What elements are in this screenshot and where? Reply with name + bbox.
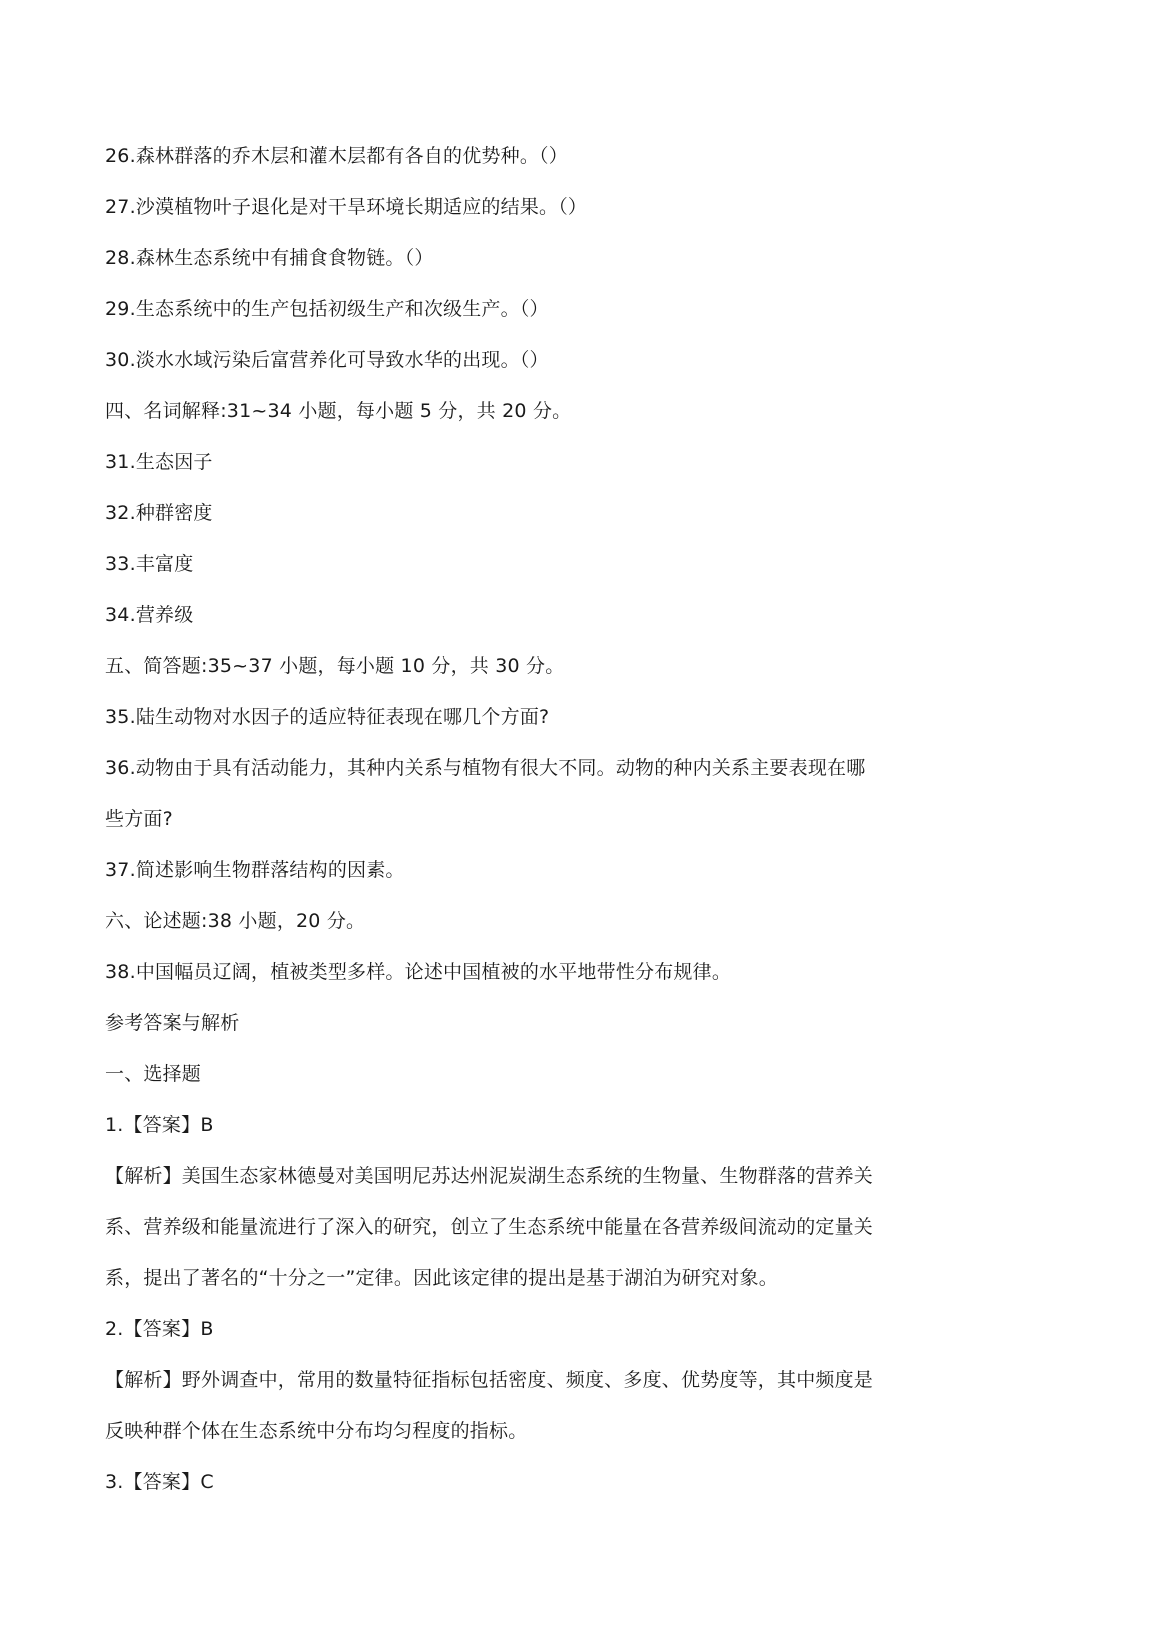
section-heading-definitions: 四、名词解释:31~34 小题，每小题 5 分，共 20 分。 bbox=[105, 400, 572, 422]
question-35: 35.陆生动物对水因子的适应特征表现在哪几个方面? bbox=[105, 706, 550, 728]
answers-section-choice: 一、选择题 bbox=[105, 1063, 202, 1085]
question-29: 29.生态系统中的生产包括初级生产和次级生产。（） bbox=[105, 298, 549, 320]
page-content bbox=[105, 131, 925, 1508]
section-heading-short-answer: 五、简答题:35~37 小题，每小题 10 分，共 30 分。 bbox=[105, 655, 565, 677]
answers-heading: 参考答案与解析 bbox=[105, 1012, 240, 1034]
explanation-1-line-2: 系、营养级和能量流进行了深入的研究，创立了生态系统中能量在各营养级间流动的定量关 bbox=[105, 1216, 874, 1238]
section-heading-essay: 六、论述题:38 小题，20 分。 bbox=[105, 910, 366, 932]
answer-1: 1.【答案】B bbox=[105, 1114, 214, 1136]
explanation-2-line-2: 反映种群个体在生态系统中分布均匀程度的指标。 bbox=[105, 1420, 528, 1442]
question-30: 30.淡水水域污染后富营养化可导致水华的出现。（） bbox=[105, 349, 549, 371]
question-33: 33.丰富度 bbox=[105, 553, 194, 575]
question-38: 38.中国幅员辽阔，植被类型多样。论述中国植被的水平地带性分布规律。 bbox=[105, 961, 732, 983]
question-27: 27.沙漠植物叶子退化是对干旱环境长期适应的结果。（） bbox=[105, 196, 588, 218]
explanation-1-line-3: 系，提出了著名的“十分之一”定律。因此该定律的提出是基于湖泊为研究对象。 bbox=[105, 1267, 778, 1289]
question-34: 34.营养级 bbox=[105, 604, 194, 626]
explanation-1-line-1: 【解析】美国生态家林德曼对美国明尼苏达州泥炭湖生态系统的生物量、生物群落的营养关 bbox=[105, 1165, 874, 1187]
question-26: 26.森林群落的乔木层和灌木层都有各自的优势种。（） bbox=[105, 145, 568, 167]
explanation-2-line-1: 【解析】野外调查中，常用的数量特征指标包括密度、频度、多度、优势度等，其中频度是 bbox=[105, 1369, 874, 1391]
question-28: 28.森林生态系统中有捕食食物链。（） bbox=[105, 247, 434, 269]
answer-3: 3.【答案】C bbox=[105, 1471, 214, 1493]
question-37: 37.简述影响生物群落结构的因素。 bbox=[105, 859, 405, 881]
question-32: 32.种群密度 bbox=[105, 502, 213, 524]
question-36-continued: 些方面? bbox=[105, 808, 173, 830]
question-36: 36.动物由于具有活动能力，其种内关系与植物有很大不同。动物的种内关系主要表现在哪 bbox=[105, 757, 866, 779]
answer-2: 2.【答案】B bbox=[105, 1318, 214, 1340]
question-31: 31.生态因子 bbox=[105, 451, 213, 473]
